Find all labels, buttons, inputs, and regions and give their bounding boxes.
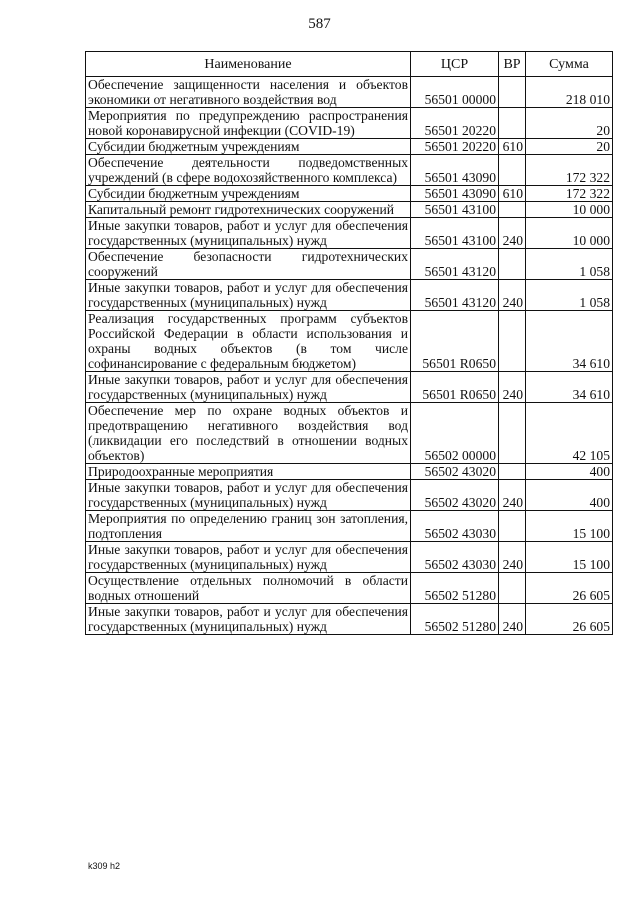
row-name: Капитальный ремонт гидротехнических сооружений [86, 202, 411, 218]
table-row [86, 155, 613, 186]
row-sum: 26 605 [526, 573, 613, 604]
row-csr: 56501 43090 [411, 155, 499, 186]
row-sum: 26 605 [526, 604, 613, 635]
row-vr: 240 [499, 542, 526, 573]
row-csr: 56501 43100 [411, 202, 499, 218]
row-vr [499, 403, 526, 464]
row-sum: 400 [526, 480, 613, 511]
row-sum: 34 610 [526, 311, 613, 372]
table-row [86, 573, 613, 604]
row-name: Природоохранные мероприятия [86, 464, 411, 480]
row-name: Обеспечение безопасности гидротехнических сооружений [86, 249, 411, 280]
row-csr: 56501 43100 [411, 218, 499, 249]
row-csr: 56501 R0650 [411, 372, 499, 403]
row-name: Иные закупки товаров, работ и услуг для обеспечения государственных (муниципальных) нужд [86, 218, 411, 249]
table-row [86, 202, 613, 218]
column-header-name: Наименование [86, 52, 411, 77]
row-name: Иные закупки товаров, работ и услуг для обеспечения государственных (муниципальных) нужд [86, 542, 411, 573]
row-vr: 240 [499, 218, 526, 249]
row-vr [499, 77, 526, 108]
row-name: Субсидии бюджетным учреждениям [86, 186, 411, 202]
row-csr: 56501 R0650 [411, 311, 499, 372]
row-name: Иные закупки товаров, работ и услуг для обеспечения государственных (муниципальных) нужд [86, 280, 411, 311]
row-csr: 56502 51280 [411, 573, 499, 604]
row-sum: 1 058 [526, 249, 613, 280]
column-header-sum: Сумма [526, 52, 613, 77]
table-row [86, 218, 613, 249]
row-vr: 240 [499, 480, 526, 511]
budget-table [85, 51, 613, 635]
row-vr: 240 [499, 372, 526, 403]
row-csr: 56501 43090 [411, 186, 499, 202]
row-vr: 240 [499, 280, 526, 311]
table-body [86, 77, 613, 635]
row-vr [499, 155, 526, 186]
table-row [86, 480, 613, 511]
row-csr: 56501 20220 [411, 108, 499, 139]
table-row [86, 604, 613, 635]
row-name: Реализация государственных программ субъектов Российской Федерации в области использования и охраны водных объектов (в том числе софинансирование с федеральным бюджетом) [86, 311, 411, 372]
row-csr: 56501 20220 [411, 139, 499, 155]
row-name: Осуществление отдельных полномочий в области водных отношений [86, 573, 411, 604]
row-sum: 34 610 [526, 372, 613, 403]
row-name: Обеспечение защищенности населения и объектов экономики от негативного воздействия вод [86, 77, 411, 108]
table-row [86, 464, 613, 480]
row-sum: 172 322 [526, 155, 613, 186]
row-name: Субсидии бюджетным учреждениям [86, 139, 411, 155]
row-csr: 56501 00000 [411, 77, 499, 108]
row-sum: 42 105 [526, 403, 613, 464]
table-row [86, 511, 613, 542]
row-csr: 56502 43030 [411, 511, 499, 542]
row-sum: 400 [526, 464, 613, 480]
row-name: Иные закупки товаров, работ и услуг для обеспечения государственных (муниципальных) нужд [86, 480, 411, 511]
table-row [86, 403, 613, 464]
row-sum: 1 058 [526, 280, 613, 311]
row-name: Иные закупки товаров, работ и услуг для обеспечения государственных (муниципальных) нужд [86, 372, 411, 403]
table-row [86, 139, 613, 155]
row-vr: 610 [499, 139, 526, 155]
row-name: Обеспечение мер по охране водных объектов и предотвращению негативного воздействия вод (ликвидации его последствий в отношении водных объектов) [86, 403, 411, 464]
table-row [86, 108, 613, 139]
row-name: Мероприятия по предупреждению распространения новой коронавирусной инфекции (COVID-19) [86, 108, 411, 139]
column-header-vr: ВР [499, 52, 526, 77]
row-csr: 56502 43020 [411, 464, 499, 480]
row-vr: 240 [499, 604, 526, 635]
row-name: Обеспечение деятельности подведомственных учреждений (в сфере водохозяйственного комплекса) [86, 155, 411, 186]
row-vr: 610 [499, 186, 526, 202]
row-sum: 10 000 [526, 202, 613, 218]
page-number: 587 [308, 16, 331, 32]
row-vr [499, 108, 526, 139]
table-row [86, 186, 613, 202]
table-header [86, 52, 613, 77]
row-csr: 56502 43020 [411, 480, 499, 511]
row-vr [499, 464, 526, 480]
row-sum: 15 100 [526, 511, 613, 542]
row-vr [499, 202, 526, 218]
row-sum: 218 010 [526, 77, 613, 108]
table-row [86, 77, 613, 108]
row-vr [499, 511, 526, 542]
row-vr [499, 311, 526, 372]
table-row [86, 372, 613, 403]
row-csr: 56502 43030 [411, 542, 499, 573]
table-row [86, 280, 613, 311]
row-vr [499, 573, 526, 604]
row-vr [499, 249, 526, 280]
row-csr: 56502 00000 [411, 403, 499, 464]
row-sum: 10 000 [526, 218, 613, 249]
column-header-csr: ЦСР [411, 52, 499, 77]
row-csr: 56501 43120 [411, 280, 499, 311]
row-name: Мероприятия по определению границ зон затопления, подтопления [86, 511, 411, 542]
table-row [86, 249, 613, 280]
row-sum: 15 100 [526, 542, 613, 573]
footer-code: k309 h2 [88, 861, 121, 871]
row-csr: 56502 51280 [411, 604, 499, 635]
row-sum: 172 322 [526, 186, 613, 202]
row-sum: 20 [526, 139, 613, 155]
row-name: Иные закупки товаров, работ и услуг для обеспечения государственных (муниципальных) нужд [86, 604, 411, 635]
row-csr: 56501 43120 [411, 249, 499, 280]
row-sum: 20 [526, 108, 613, 139]
table-row [86, 542, 613, 573]
table-row [86, 311, 613, 372]
